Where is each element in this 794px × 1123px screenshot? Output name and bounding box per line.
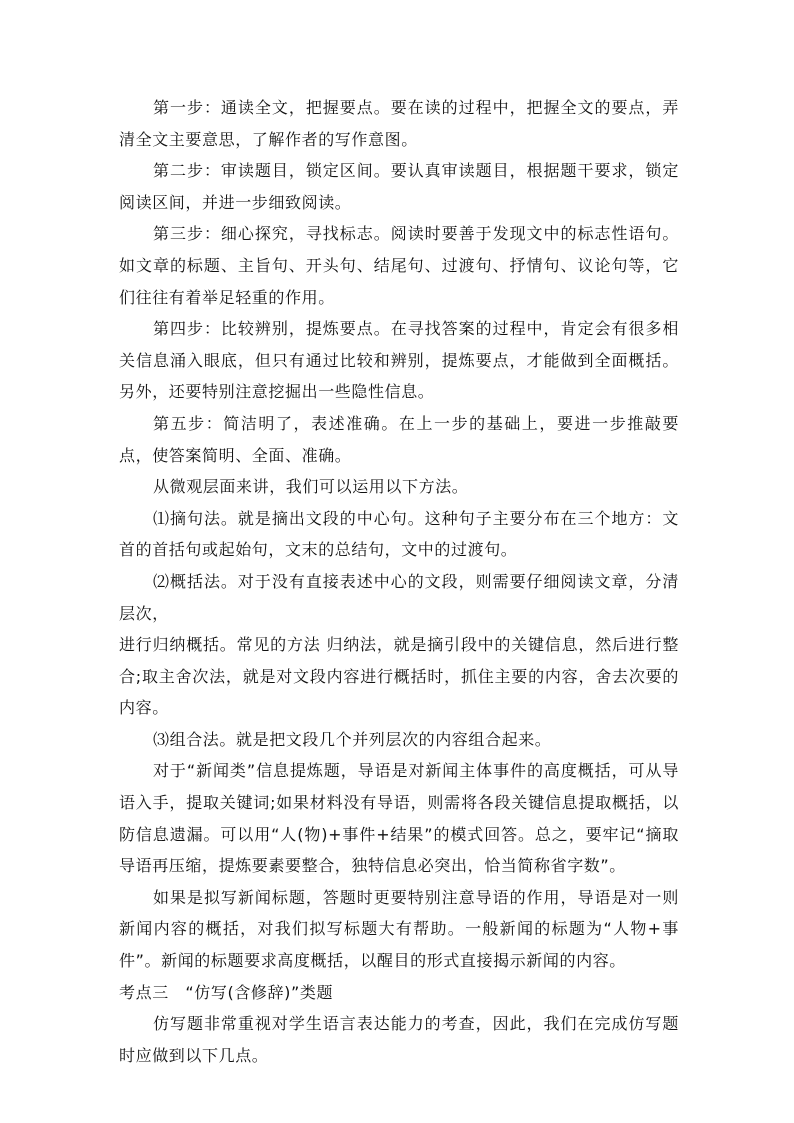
paragraph-step-one: 第一步：通读全文，把握要点。要在读的过程中，把握全文的要点，弄清全文主要意思，了解作者的写作意图。 [119, 98, 679, 149]
paragraph-step-four: 第四步：比较辨别，提炼要点。在寻找答案的过程中，肯定会有很多相关信息涌入眼底，但只有通过比较和辨别，提炼要点，才能做到全面概括。另外，还要特别注意挖掘出一些隐性信息。 [119, 319, 679, 402]
paragraph-method-summarize: ⑵概括法。对于没有直接表述中心的文段，则需要仔细阅读文章，分清层次， [119, 571, 679, 623]
document-body [119, 92, 679, 1071]
paragraph-method-extract: ⑴摘句法。就是摘出文段的中心句。这种句子主要分布在三个地方：文首的首括句或起始句，文末的总结句，文中的过渡句。 [119, 508, 679, 560]
paragraph-news-extraction: 对于“新闻类”信息提炼题，导语是对新闻主体事件的高度概括，可从导语入手，提取关键词;如果材料没有导语，则需将各段关键信息提取概括，以防信息遗漏。可以用“人(物)+事件+结果”的模式回答。总之，要牢记“摘取导语再压缩，提炼要素要整合，独特信息必突出，恰当简称省字数”。 [119, 761, 679, 876]
paragraph-method-summarize-continued: 进行归纳概括。常见的方法 归纳法，就是摘引段中的关键信息，然后进行整合;取主舍次法，就是对文段内容进行概括时，抓住主要的内容，舍去次要的内容。 [119, 635, 679, 718]
paragraph-micro-methods: 从微观层面来讲，我们可以运用以下方法。 [153, 477, 469, 497]
section-heading-imitation-writing: 考点三 “仿写(含修辞)”类题 [119, 982, 334, 1002]
paragraph-imitation-writing: 仿写题非常重视对学生语言表达能力的考查，因此，我们在完成仿写题时应做到以下几点。 [119, 1014, 679, 1065]
paragraph-method-combine: ⑶组合法。就是把文段几个并列层次的内容组合起来。 [153, 729, 552, 749]
paragraph-step-five: 第五步：简洁明了，表述准确。在上一步的基础上，要进一步推敲要点，使答案简明、全面、准确。 [119, 413, 679, 465]
paragraph-news-headline: 如果是拟写新闻标题，答题时更要特别注意导语的作用，导语是对一则新闻内容的概括，对我们拟写标题大有帮助。一般新闻的标题为“人物+事件”。新闻的标题要求高度概括，以醒目的形式直接揭示新闻的内容。 [119, 887, 679, 971]
paragraph-step-two: 第二步：审读题目，锁定区间。要认真审读题目，根据题干要求，锁定阅读区间，并进一步细致阅读。 [119, 161, 679, 212]
paragraph-step-three: 第三步：细心探究，寻找标志。阅读时要善于发现文中的标志性语句。如文章的标题、主旨句、开头句、结尾句、过渡句、抒情句、议论句等，它们往往有着举足轻重的作用。 [119, 224, 679, 307]
